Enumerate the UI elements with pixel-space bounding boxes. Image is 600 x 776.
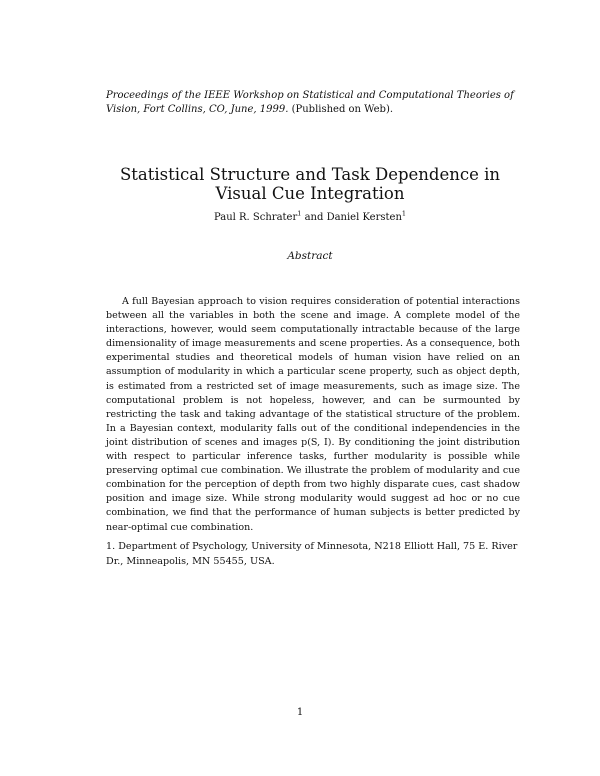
proceedings-citation — [106, 89, 526, 117]
author-list — [100, 211, 520, 225]
affiliation-mark: 1 — [401, 209, 407, 218]
paper-title — [100, 165, 520, 203]
title-line-1: Statistical Structure and Task Dependence in — [119, 165, 501, 184]
author-name: Daniel Kersten — [326, 212, 402, 223]
abstract-paragraph: A full Bayesian approach to vision requires consideration of potential interactions between all the variables in both the scene and image. A complete model of the interactions, however, would seem computationally intractable because of the large dimensionality of image measurements and scene properties. As a consequence, both experimental studies and theoretical models of human vision have relied on an assumption of modularity in which a particular scene property, such as object depth, is estimated from a restricted set of image measurements, such as image size. The computational problem is not hopeless, however, and can be surmounted by restricting the task and taking advantage of the statistical structure of the problem. In a Bayesian context, modularity falls out of the conditional independencies in the joint distribution of scenes and images p(S, I). By conditioning the joint distribution with respect to particular inference tasks, further modularity is possible while preserving optimal cue combination. We illustrate the problem of modularity and cue combination for the perception of depth from two highly disparate cues, cast shadow position and image size. While strong modularity would suggest ad hoc or no cue combination, we find that the performance of human subjects is better predicted by near-optimal cue combination. — [106, 296, 520, 533]
author-name: Paul R. Schrater — [213, 212, 298, 223]
abstract-heading: Abstract — [287, 250, 333, 262]
proceedings-note: (Published on Web). — [291, 104, 394, 115]
author-separator: and — [301, 212, 327, 223]
page-number: 1 — [296, 707, 304, 718]
proceedings-venue: Proceedings of the IEEE Workshop on Statistical and Computational Theories of Vision, Fort Collins, CO, June, 1999. — [106, 90, 514, 115]
affiliation-footnote: 1. Department of Psychology, University of Minnesota, N218 Elliott Hall, 75 E. River Dr., Minneapolis, MN 55455, USA. — [106, 541, 518, 567]
title-line-2: Visual Cue Integration — [215, 184, 405, 203]
affiliation-mark: 1 — [297, 209, 302, 218]
